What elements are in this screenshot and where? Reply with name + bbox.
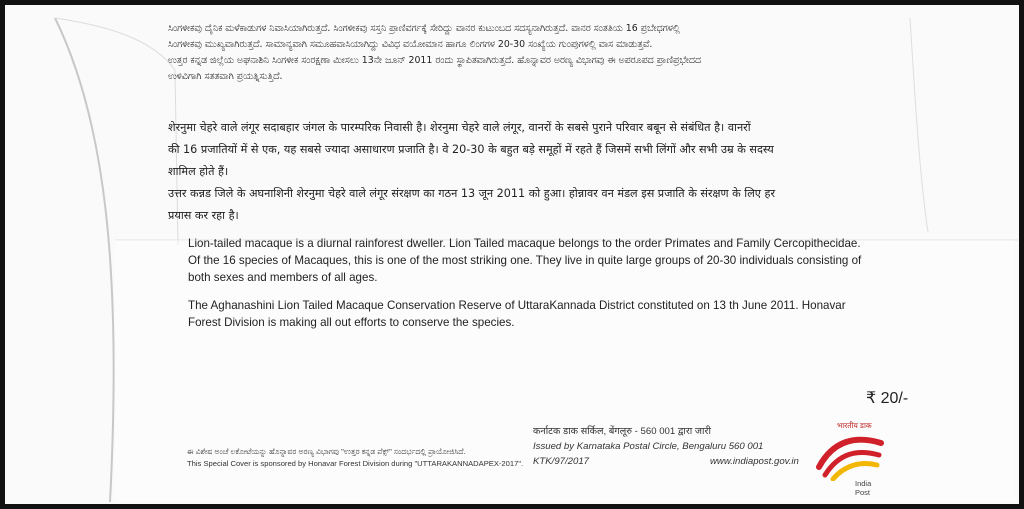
issuer-english: Issued by Karnataka Postal Circle, Bengaluru 560 001: [533, 441, 764, 452]
logo-bottom-text: India Post: [855, 479, 872, 497]
issuer-block: [533, 424, 799, 469]
website-link[interactable]: www.indiapost.gov.in: [710, 456, 799, 467]
issuer-code-row: [533, 454, 799, 469]
hindi-line: शामिल होते हैं।: [168, 165, 229, 178]
india-post-logo: [815, 421, 885, 497]
kannada-line: ಸಿಂಗಳೀಕವು ಮುಖ್ಯವಾಗಿರುತ್ತದೆ. ಸಾಮಾನ್ಯವಾಗಿ ಸಮೂಹವಾಸಿಯಾಗಿದ್ದು ವಿವಿಧ ವಯೋಮಾನ ಹಾಗೂ ಲಿಂಗಗಳ 20-30 ಸಂಖ್ಯೆಯ ಗುಂಪುಗಳಲ್ಲಿ ವಾಸ ಮಾಡುತ್ತವೆ.: [168, 39, 653, 50]
kannada-paragraph: [168, 21, 701, 85]
hindi-line: की 16 प्रजातियों में से एक, यह सबसे ज्यादा असाधारण प्रजाति है। वे 20-30 के बहुत बड़े समूहों में रहते हैं जिसमें सभी लिंगों और सभी उम्र के सदस्य: [168, 143, 774, 156]
hindi-line: शेरनुमा चेहरे वाले लंगूर सदाबहार जंगल के पारम्परिक निवासी है। शेरनुमा चेहरे वाले लंगूर, वानरों के सबसे पुराने परिवार बबून से संबंधित है। वानरों: [168, 121, 751, 134]
india-post-emblem-icon: [815, 431, 885, 481]
english-line: Of the 16 species of Macaques, this is one of the most striking one. They live in quite large groups of 20-30 individuals consisting of: [188, 254, 862, 267]
english-paragraph-2: [188, 297, 846, 331]
logo-top-text: भारतीय डाक: [837, 421, 872, 430]
kannada-line: ಉತ್ತರ ಕನ್ನಡ ಜಿಲ್ಲೆಯ ಅಘನಾಶಿನಿ ಸಿಂಗಳೀಕ ಸಂರಕ್ಷಣಾ ಮೀಸಲು 13ನೇ ಜೂನ್ 2011 ರಂದು ಸ್ಥಾಪಿತವಾಗಿರುತ್ತದೆ. ಹೊನ್ನಾವರ ಅರಣ್ಯ ವಿಭಾಗವು ಈ ಅಪರೂಪದ ಪ್ರಾಣಿಪ್ರಭೇದದ: [168, 55, 702, 66]
issuer-hindi: कर्नाटक डाक सर्किल, बेंगलूरु - 560 001 द्वारा जारी: [533, 426, 711, 437]
kannada-line: ಉಳಿವಿಗಾಗಿ ಸತತವಾಗಿ ಪ್ರಯತ್ನಿಸುತ್ತಿದೆ.: [168, 71, 283, 82]
english-line: Lion-tailed macaque is a diurnal rainforest dweller. Lion Tailed macaque belongs to the order Primates and Family Cercopithecidae.: [188, 237, 861, 250]
sponsor-kannada: ಈ ವಿಶೇಷ ಅಂಚೆ ಲಕೋಟೆಯನ್ನು ಹೊನ್ನಾವರ ಅರಣ್ಯ ವಿಭಾಗವು "ಉತ್ತರ ಕನ್ನಡ ಪೆಕ್ಸ್" ಸಂದರ್ಭದಲ್ಲಿ ಪ್ರಾಯೋಜಿಸಿದೆ.: [187, 447, 466, 456]
hindi-line: प्रयास कर रहा है।: [168, 209, 239, 222]
hindi-paragraph: [168, 117, 775, 227]
english-paragraph-1: [188, 235, 861, 286]
english-line: Forest Division is making all out efforts to conserve the species.: [188, 316, 515, 329]
price-label: ₹ 20/-: [866, 390, 909, 407]
kannada-line: ಸಿಂಗಳೀಕವು ದೈನಿಕ ಮಳೆಕಾಡುಗಳ ನಿವಾಸಿಯಾಗಿರುತ್ತದೆ. ಸಿಂಗಳೀಕವು ಸಸ್ತನಿ ಪ್ರಾಣಿವರ್ಗಕ್ಕೆ ಸೇರಿದ್ದು ವಾನರ ಕುಟುಂಬದ ಸದಸ್ಯನಾಗಿರುತ್ತದೆ. ವಾನರ ಸಂತತಿಯ 16 ಪ್ರಬೇಧಗಳಲ್ಲಿ: [168, 23, 680, 34]
hindi-line: उत्तर कन्नड जिले के अघनाशिनी शेरनुमा चेहरे वाले लंगूर संरक्षण का गठन 13 जून 2011 को हुआ। होन्नावर वन मंडल इस प्रजाति के संरक्षण के लिए हर: [168, 187, 776, 200]
sponsor-note: [187, 446, 523, 470]
english-line: The Aghanashini Lion Tailed Macaque Conservation Reserve of UttaraKannada District constituted on 13 th June 2011. Honavar: [188, 299, 846, 312]
sponsor-english: This Special Cover is sponsored by Honavar Forest Division during "UTTARAKANNADAPEX-2017".: [187, 459, 524, 468]
english-line: both sexes and members of all ages.: [188, 271, 378, 284]
issuer-code: KTK/97/2017: [533, 456, 590, 467]
